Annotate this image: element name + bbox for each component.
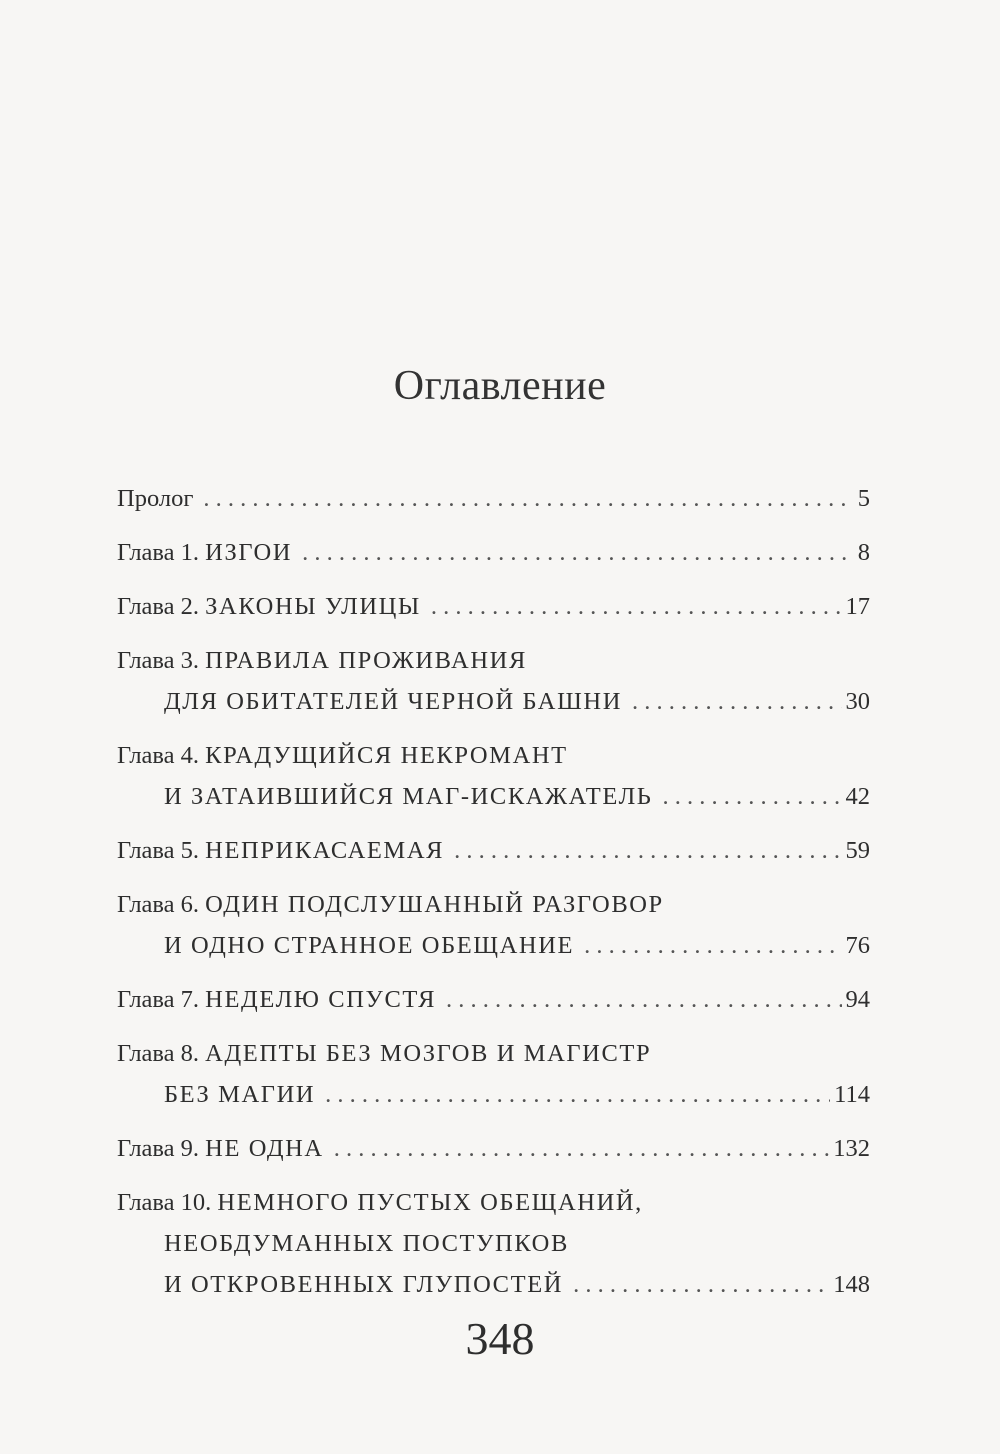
dot-leader	[446, 979, 841, 1020]
toc-line-text	[117, 586, 421, 627]
chapter-label: Глава 8.	[117, 1040, 200, 1067]
toc-line	[117, 735, 870, 776]
page-title: Оглавление	[393, 363, 607, 409]
toc-line-text	[117, 478, 193, 519]
toc-page-number: 5	[857, 485, 870, 512]
toc-page-number: 114	[834, 1081, 870, 1108]
toc-line-text	[117, 1223, 569, 1264]
chapter-title: КРАДУЩИЙСЯ НЕКРОМАНТ	[205, 742, 568, 769]
toc-entry	[117, 478, 870, 519]
toc-entry	[117, 1128, 870, 1169]
chapter-title: ИЗГОИ	[205, 539, 293, 566]
toc-entry	[117, 735, 870, 817]
chapter-label: Глава 3.	[117, 647, 200, 674]
toc-line	[117, 979, 870, 1020]
toc-line	[117, 925, 870, 966]
toc-line	[117, 586, 870, 627]
chapter-label: Глава 5.	[117, 837, 200, 864]
toc-line	[117, 1074, 870, 1115]
chapter-label: Глава 10.	[117, 1189, 212, 1216]
toc-line-text	[117, 925, 574, 966]
chapter-title: ДЛЯ ОБИТАТЕЛЕЙ ЧЕРНОЙ БАШНИ	[164, 688, 623, 715]
toc-line-text	[117, 776, 652, 817]
dot-leader	[302, 532, 854, 573]
dot-leader	[203, 478, 853, 519]
toc-line	[117, 1223, 870, 1264]
chapter-title: И ЗАТАИВШИЙСЯ МАГ-ИСКАЖАТЕЛЬ	[164, 783, 653, 810]
dot-leader	[325, 1074, 830, 1115]
table-of-contents	[117, 478, 870, 1318]
toc-page-number: 59	[845, 837, 870, 864]
toc-line	[117, 478, 870, 519]
toc-entry	[117, 532, 870, 573]
chapter-label: Глава 9.	[117, 1135, 200, 1162]
chapter-label: Глава 6.	[117, 891, 200, 918]
chapter-label: Глава 7.	[117, 986, 200, 1013]
toc-entry	[117, 640, 870, 722]
toc-line	[117, 640, 870, 681]
dot-leader	[573, 1264, 829, 1305]
dot-leader	[632, 681, 841, 722]
dot-leader	[431, 586, 842, 627]
dot-leader	[662, 776, 841, 817]
toc-entry	[117, 830, 870, 871]
chapter-title: НЕ ОДНА	[205, 1135, 324, 1162]
chapter-title: ОДИН ПОДСЛУШАННЫЙ РАЗГОВОР	[205, 891, 664, 918]
dot-leader	[454, 830, 841, 871]
toc-line	[117, 1033, 870, 1074]
toc-page-number: 132	[833, 1135, 870, 1162]
toc-page-number: 30	[845, 688, 870, 715]
chapter-label: Пролог	[117, 485, 194, 512]
chapter-label: Глава 4.	[117, 742, 200, 769]
chapter-title: НЕПРИКАСАЕМАЯ	[205, 837, 445, 864]
chapter-title: И ОТКРОВЕННЫХ ГЛУПОСТЕЙ	[164, 1271, 564, 1298]
chapter-title: АДЕПТЫ БЕЗ МОЗГОВ И МАГИСТР	[205, 1040, 652, 1067]
chapter-title: НЕДЕЛЮ СПУСТЯ	[205, 986, 437, 1013]
chapter-title: НЕМНОГО ПУСТЫХ ОБЕЩАНИЙ,	[217, 1189, 643, 1216]
toc-line	[117, 830, 870, 871]
toc-page-number: 8	[857, 539, 870, 566]
toc-line	[117, 776, 870, 817]
toc-line-text	[117, 979, 436, 1020]
toc-line-text	[117, 1033, 651, 1074]
toc-entry	[117, 1182, 870, 1305]
toc-page-number: 94	[845, 986, 870, 1013]
chapter-label: Глава 2.	[117, 593, 200, 620]
toc-line-text	[117, 884, 664, 925]
toc-line-text	[117, 1264, 563, 1305]
toc-line	[117, 681, 870, 722]
chapter-title: НЕОБДУМАННЫХ ПОСТУПКОВ	[164, 1230, 569, 1257]
toc-line	[117, 884, 870, 925]
dot-leader	[584, 925, 841, 966]
chapter-title: И ОДНО СТРАННОЕ ОБЕЩАНИЕ	[164, 932, 575, 959]
toc-entry	[117, 586, 870, 627]
toc-page-number: 42	[845, 783, 870, 810]
toc-line-text	[117, 830, 444, 871]
toc-line-text	[117, 532, 292, 573]
toc-line-text	[117, 735, 568, 776]
toc-line	[117, 1182, 870, 1223]
toc-entry	[117, 979, 870, 1020]
page-number: 348	[465, 1313, 535, 1364]
toc-page-number: 76	[845, 932, 870, 959]
chapter-title: ПРАВИЛА ПРОЖИВАНИЯ	[205, 647, 527, 674]
dot-leader	[334, 1128, 830, 1169]
toc-line	[117, 1128, 870, 1169]
chapter-label: Глава 1.	[117, 539, 200, 566]
toc-line-text	[117, 1128, 324, 1169]
chapter-title: БЕЗ МАГИИ	[164, 1081, 316, 1108]
toc-entry	[117, 1033, 870, 1115]
toc-page-number: 148	[833, 1271, 870, 1298]
toc-line	[117, 532, 870, 573]
toc-line-text	[117, 640, 527, 681]
toc-line-text	[117, 1182, 643, 1223]
toc-line-text	[117, 681, 622, 722]
toc-line	[117, 1264, 870, 1305]
toc-page-number: 17	[845, 593, 870, 620]
chapter-title: ЗАКОНЫ УЛИЦЫ	[205, 593, 421, 620]
toc-line-text	[117, 1074, 315, 1115]
toc-entry	[117, 884, 870, 966]
